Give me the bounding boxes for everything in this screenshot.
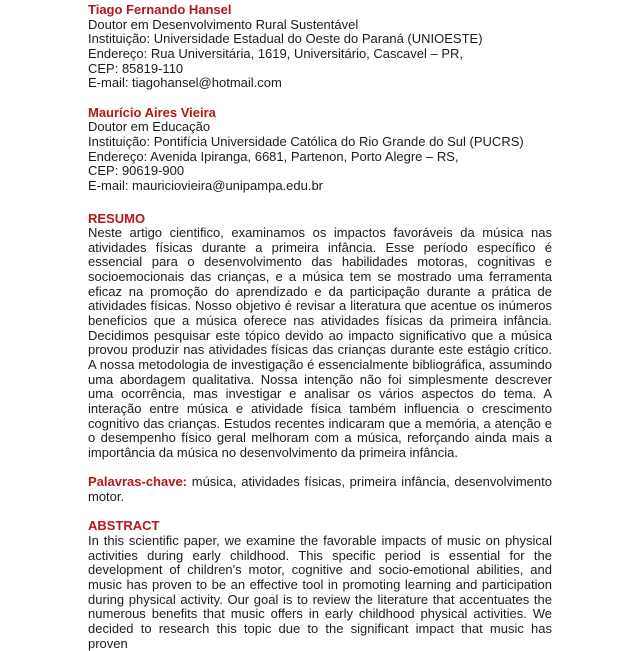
abstract-section (88, 519, 552, 651)
resumo-paragraph-line: atividades físicas durante a primeira infância. Esse período específico é (88, 239, 552, 255)
resumo-paragraph-line: Decidimos pesquisar este tópico devido ao impacto significativo que a música (88, 327, 552, 343)
keywords-line (88, 475, 552, 490)
author-1-institution: Instituição: Universidade Estadual do Oeste do Paraná (UNIOESTE) (88, 31, 483, 47)
section-heading-resumo: RESUMO (88, 210, 146, 226)
document-page (88, 3, 552, 651)
abstract-paragraph-line: development of children's motor, cognitive and socio-emotional abilities, and (88, 562, 552, 578)
section-heading-abstract: ABSTRACT (88, 518, 160, 534)
keywords-text: música, atividades físicas, primeira infância, desenvolvimento (191, 474, 552, 490)
author-block-1 (88, 3, 552, 91)
author-2-address: Endereço: Avenida Ipiranga, 6681, Partenon, Porto Alegre – RS, (88, 148, 459, 164)
author-2-name: Maurício Aires Vieira (88, 104, 216, 120)
keywords-section (88, 475, 552, 504)
author-2-degree: Doutor em Educação (88, 119, 211, 135)
author-block-2 (88, 106, 552, 194)
abstract-paragraph-line: music has proven to be an effective tool in promoting learning and participation (88, 576, 552, 592)
resumo-paragraph-line: A nossa metodologia de investigação é essencialmente bibliográfica, assumindo (88, 357, 552, 373)
resumo-paragraph-line: cognitivo das crianças. Estudos recentes indicaram que a memória, a atenção e (88, 415, 552, 431)
resumo-paragraph-line: interação entre música e atividade física também influencia o crescimento (88, 401, 552, 417)
abstract-paragraph-line: during physical activity. Our goal is to review the literature that accentuates the (88, 591, 552, 607)
resumo-paragraph-line: o desempenho físico geral melhoram com a música, reforçando ainda mais a (88, 430, 552, 446)
resumo-paragraph-line: provou produzir nas atividades físicas das crianças durante este estágio crítico. (88, 342, 552, 358)
author-1-email: E-mail: tiagohansel@hotmail.com (88, 75, 282, 91)
resumo-paragraph-line: importância da música no desenvolvimento da primeira infância. (88, 445, 458, 461)
resumo-paragraph-line: uma ocorrência, mas investigar e analisar os vários aspectos do tema. A (88, 386, 552, 402)
abstract-paragraph-line: decided to research this topic due to the significant impact that music has proven (88, 620, 552, 651)
keywords-line-2: motor. (88, 488, 125, 504)
keywords-label: Palavras-chave: (88, 474, 188, 490)
author-1-cep: CEP: 85819-110 (88, 60, 184, 76)
resumo-paragraph-line: uma abordagem qualitativa. Nossa intenção não foi simplesmente descrever (88, 371, 552, 387)
abstract-paragraph-line: In this scientific paper, we examine the favorable impacts of music on physical (88, 532, 552, 548)
abstract-paragraph-line: activities during early childhood. This specific period is essential for the (88, 547, 552, 563)
resumo-paragraph-line: essencial para o desenvolvimento das habilidades motoras, cognitivas e (88, 254, 552, 270)
author-1-degree: Doutor em Desenvolvimento Rural Sustentável (88, 16, 359, 32)
author-2-email: E-mail: mauriciovieira@unipampa.edu.br (88, 177, 324, 193)
resumo-paragraph-line: socioemocionais das crianças, e a música tem se mostrado uma ferramenta (88, 269, 552, 285)
resumo-section (88, 212, 552, 461)
author-2-institution: Instituição: Pontifícia Universidade Católica do Rio Grande do Sul (PUCRS) (88, 133, 524, 149)
author-1-name: Tiago Fernando Hansel (88, 2, 232, 17)
abstract-paragraph-line: numerous benefits that music offers in early childhood physical activities. We (88, 606, 552, 622)
resumo-paragraph-line: benefícios que a música oferece nas atividades físicas da primeira infância. (88, 313, 552, 329)
author-2-cep: CEP: 90619-900 (88, 163, 185, 179)
resumo-paragraph-line: atividades físicas. Nosso objetivo é revisar a literatura que acentue os inúmeros (88, 298, 552, 314)
resumo-paragraph-line: eficaz na promoção do aprendizado e da participação durante a prática de (88, 283, 552, 299)
author-1-address: Endereço: Rua Universitária, 1619, Universitário, Cascavel – PR, (88, 45, 464, 61)
resumo-paragraph-line: Neste artigo cientifico, examinamos os impactos favoráveis da música nas (88, 225, 552, 241)
